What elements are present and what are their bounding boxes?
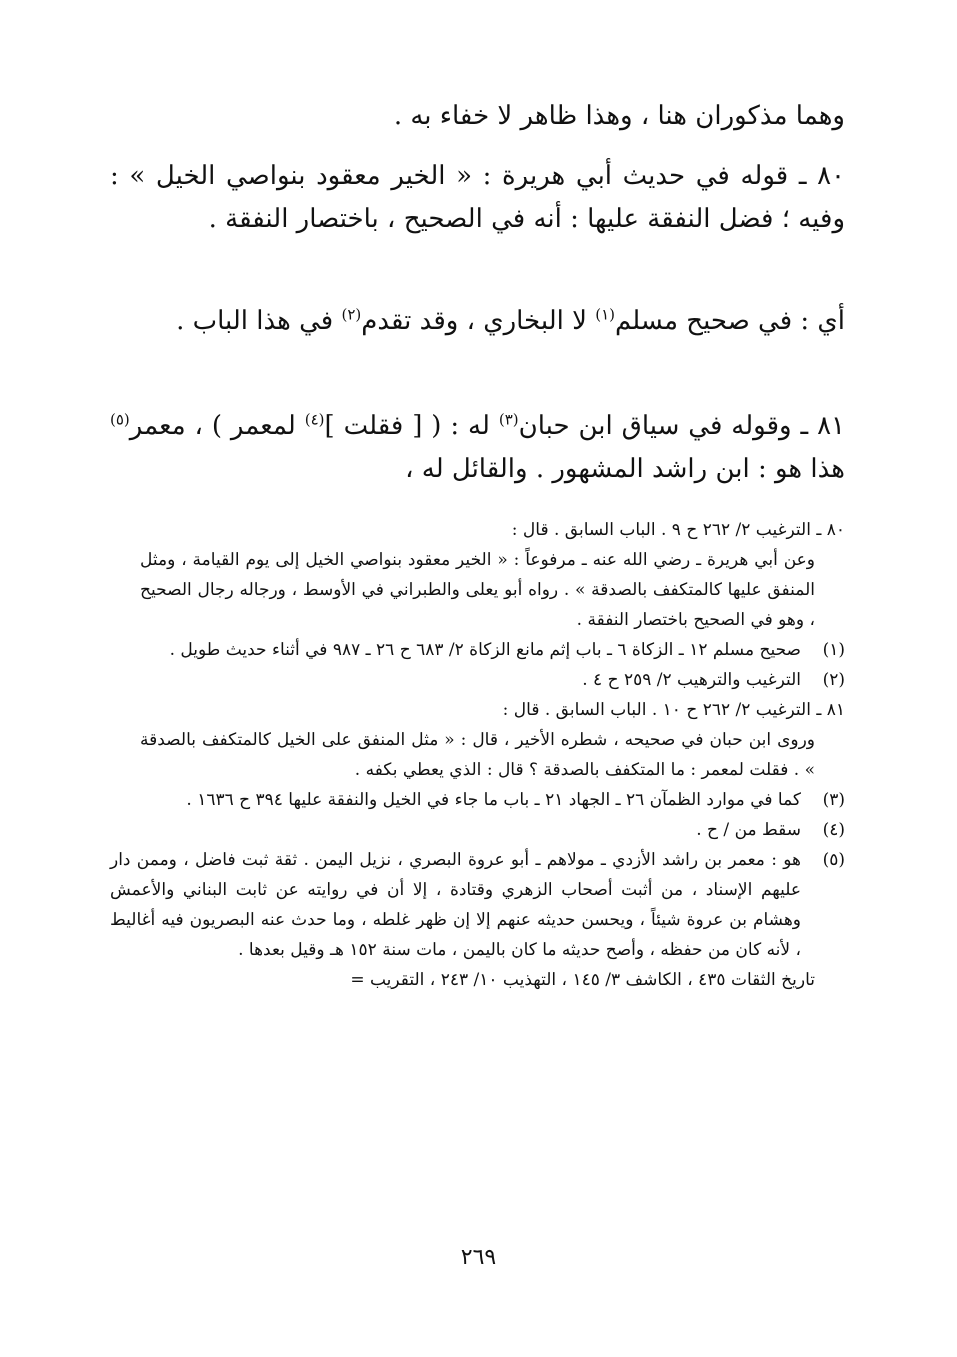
footnote-number: (٤) — [822, 820, 845, 840]
note-81-quote: وروى ابن حبان في صحيحه ، شطره الأخير ، قال : « مثل المنفق على الخيل كالمتكفف بالصدقة » . فقلت لمعمر : ما المتكفف بالصدقة ؟ قال : الذي يعطي بكفه . — [140, 730, 815, 780]
paragraph-1: وهما مذكوران هنا ، وهذا ظاهر لا خفاء به . — [393, 101, 845, 131]
footnote-ref-3[interactable]: (٣) — [498, 410, 519, 429]
page-number: ٢٦٩ — [460, 1245, 497, 1270]
paragraph-80: ٨٠ ـ قوله في حديث أبي هريرة : « الخير معقود بنواصي الخيل » : وفيه ؛ فضل النفقة عليها : أنه في الصحيح ، باختصار النفقة . — [110, 161, 845, 234]
footnotes — [110, 515, 845, 995]
footnote-number: (٣) — [822, 790, 845, 810]
footnote-number: (٥) — [822, 850, 845, 870]
footnote-number: (١) — [822, 640, 845, 660]
footnote-3: (٣) كما في موارد الظمآن ٢٦ ـ الجهاد ٢١ ـ باب ما جاء في الخيل والنفقة عليها ٣٩٤ ح ١٦٣٦ . — [110, 785, 845, 815]
paragraph-81: ٨١ ـ وقوله في سياق ابن حبان$^{(٣)}$ له : ( [ فقلت ]$^{(٤)}$ لمعمر ) ، معمر$^{(٥)}$ هذا هو : ابن راشد المشهور . والقائل له ، — [110, 410, 845, 484]
footnote-5: (٥) هو : معمر بن راشد الأزدي ـ مولاهم ـ أبو عروة البصري ، نزيل اليمن . ثقة ثبت فاضل ، وممن دار عليهم الإسناد ، من أثبت أصحاب الزهري وقتادة ، إلا أن في روايته عن ثابت البناني والأعمش وهشام بن عروة شيئاً ، ويحسن حديثه عنهم إلا إن ظهر غلطه ، وما حدث عنه البصريون فيه أغاليط ، لأنه كان من حفظه ، وأصح حديثه ما كان باليمن ، مات سنة ١٥٢ هـ وقيل بعدها . — [110, 845, 845, 965]
footnote-ref-4[interactable]: (٤) — [304, 410, 325, 429]
footnote-ref-1[interactable]: (١) — [595, 305, 615, 324]
note-80-heading: ٨٠ ـ الترغيب ٢/ ٢٦٢ ح ٩ . الباب السابق . قال : — [511, 520, 845, 540]
footnote-5-continued: تاريخ الثقات ٤٣٥ ، الكاشف ٣/ ١٤٥ ، التهذيب ١٠/ ٢٤٣ ، التقريب = — [350, 970, 815, 990]
note-80-quote: وعن أبي هريرة ـ رضي الله عنه ـ مرفوعاً : « الخير معقود بنواصي الخيل إلى يوم القيامة ، ومثل المنفق عليها كالمتكفف بالصدقة » . رواه أبو يعلى والطبراني في الأوسط ، ورجاله رجال الصحيح ، وهو في الصحيح باختصار النفقة . — [140, 550, 815, 630]
footnote-ref-2[interactable]: (٢) — [341, 305, 362, 324]
footnote-ref-5[interactable]: (٥) — [110, 410, 130, 429]
note-81-heading: ٨١ ـ الترغيب ٢/ ٢٦٢ ح ١٠ . الباب السابق . قال : — [502, 700, 845, 720]
footnote-4: (٤) سقط من / ح . — [110, 815, 845, 845]
footnote-number: (٢) — [822, 670, 845, 690]
footnote-divider — [110, 508, 845, 509]
paragraph-sahih-muslim: أي : في صحيح مسلم$^{(١)}$ لا البخاري ، وقد تقدم$^{(٢)}$ في هذا الباب . — [176, 305, 845, 336]
footnote-1: (١) صحيح مسلم ١٢ ـ الزكاة ٦ ـ باب إثم مانع الزكاة ٢/ ٦٨٣ ح ٢٦ ـ ٩٨٧ في أثناء حديث طويل . — [110, 635, 845, 665]
footnote-2: (٢) الترغيب والترهيب ٢/ ٢٥٩ ح ٤ . — [110, 665, 845, 695]
